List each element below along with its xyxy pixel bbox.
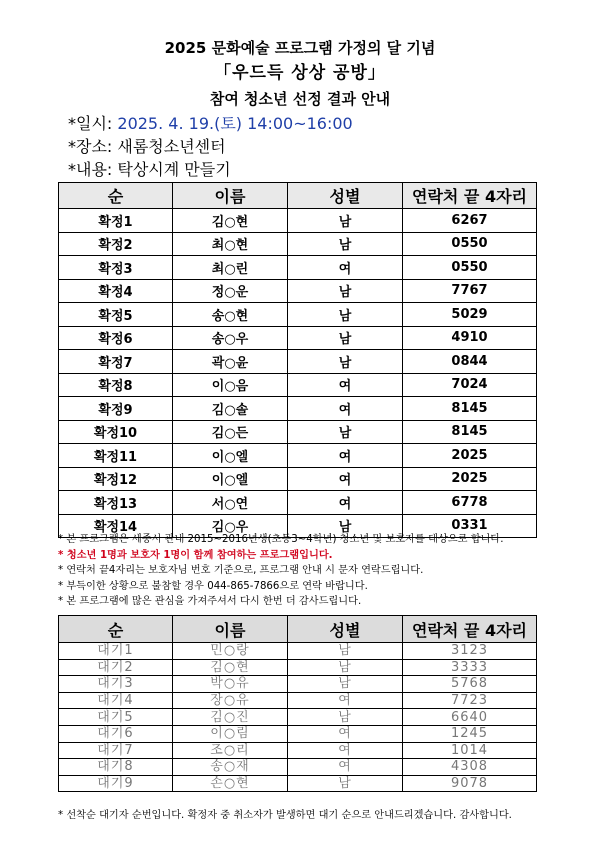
phone-cell: 3123 <box>403 643 537 660</box>
name-cell: 최○현 <box>173 232 288 256</box>
col-name: 이름 <box>173 616 288 643</box>
order-cell: 대기4 <box>59 692 173 709</box>
phone-cell: 6267 <box>403 209 537 233</box>
gender-cell: 남 <box>288 232 403 256</box>
gender-cell: 여 <box>288 256 403 280</box>
order-cell: 확정4 <box>59 279 173 303</box>
phone-cell: 7024 <box>403 373 537 397</box>
gender-cell: 여 <box>288 397 403 421</box>
name-cell: 정○운 <box>173 279 288 303</box>
gender-cell: 여 <box>288 742 403 759</box>
order-cell: 확정7 <box>59 350 173 374</box>
col-order: 순 <box>59 616 173 643</box>
program-title: 「우드득 상상 공방」 <box>214 63 386 83</box>
order-cell: 대기7 <box>59 742 173 759</box>
table-row <box>59 279 537 303</box>
name-cell: 손○현 <box>173 775 288 792</box>
phone-cell: 6778 <box>403 491 537 515</box>
gender-cell: 남 <box>288 643 403 660</box>
gender-cell: 여 <box>288 491 403 515</box>
name-cell: 이○림 <box>173 725 288 742</box>
table-row <box>59 742 537 759</box>
order-cell: 대기5 <box>59 709 173 726</box>
note-item-warning: * 청소년 1명과 보호자 1명이 함께 참여하는 프로그램입니다. <box>58 549 333 561</box>
table-row <box>59 397 537 421</box>
order-cell: 대기9 <box>59 775 173 792</box>
table-row <box>59 420 537 444</box>
name-cell: 송○재 <box>173 759 288 776</box>
name-cell: 김○든 <box>173 420 288 444</box>
gender-cell: 남 <box>288 326 403 350</box>
footer-note: * 선착순 대기자 순번입니다. 확정자 중 취소자가 발생하면 대기 순으로 안내드리겠습니다. 감사합니다. <box>58 810 512 821</box>
name-cell: 김○현 <box>173 659 288 676</box>
phone-cell: 2025 <box>403 444 537 468</box>
note-item: * 부득이한 상황으로 불참할 경우 044-865-7866으로 연락 바랍니다. <box>58 580 368 592</box>
phone-cell: 1245 <box>403 725 537 742</box>
table-row <box>59 350 537 374</box>
gender-cell: 남 <box>288 676 403 693</box>
phone-cell: 0550 <box>403 256 537 280</box>
order-cell: 확정3 <box>59 256 173 280</box>
gender-cell: 남 <box>288 659 403 676</box>
phone-cell: 8145 <box>403 420 537 444</box>
order-cell: 확정2 <box>59 232 173 256</box>
name-cell: 서○연 <box>173 491 288 515</box>
gender-cell: 남 <box>288 514 403 538</box>
name-cell: 박○유 <box>173 676 288 693</box>
order-cell: 대기3 <box>59 676 173 693</box>
col-order: 순 <box>59 183 173 209</box>
date-label: *일시: <box>68 114 118 133</box>
phone-cell: 5768 <box>403 676 537 693</box>
name-cell: 조○리 <box>173 742 288 759</box>
phone-cell: 6640 <box>403 709 537 726</box>
note-item: * 본 프로그램에 많은 관심을 가져주셔서 다시 한번 더 감사드립니다. <box>58 596 362 608</box>
table-row <box>59 709 537 726</box>
name-cell: 송○현 <box>173 303 288 327</box>
col-gender: 성별 <box>288 183 403 209</box>
order-cell: 확정13 <box>59 491 173 515</box>
note-item: * 본 프로그램은 세종시 관내 2015~2016년생(초등3~4학년) 청소년 및 보호자를 대상으로 합니다. <box>58 534 504 545</box>
title-line-1: 2025 문화예술 프로그램 가정의 달 기념 <box>164 39 436 57</box>
order-cell: 대기8 <box>59 759 173 776</box>
note-item: * 연락처 끝4자리는 보호자님 번호 기준으로, 프로그램 안내 시 문자 연락드립니다. <box>58 565 424 577</box>
name-cell: 김○현 <box>173 209 288 233</box>
gender-cell: 여 <box>288 444 403 468</box>
table-row <box>59 692 537 709</box>
order-cell: 확정9 <box>59 397 173 421</box>
order-cell: 대기6 <box>59 725 173 742</box>
col-name: 이름 <box>173 183 288 209</box>
phone-cell: 2025 <box>403 467 537 491</box>
name-cell: 최○린 <box>173 256 288 280</box>
table-row <box>59 491 537 515</box>
gender-cell: 여 <box>288 725 403 742</box>
col-gender: 성별 <box>288 616 403 643</box>
result-title: 참여 청소년 선정 결과 안내 <box>209 90 391 108</box>
phone-cell: 9078 <box>403 775 537 792</box>
gender-cell: 여 <box>288 467 403 491</box>
phone-cell: 7723 <box>403 692 537 709</box>
table-row <box>59 326 537 350</box>
phone-cell: 4308 <box>403 759 537 776</box>
phone-cell: 0550 <box>403 232 537 256</box>
table-row <box>59 759 537 776</box>
name-cell: 곽○윤 <box>173 350 288 374</box>
table-row <box>59 775 537 792</box>
name-cell: 장○유 <box>173 692 288 709</box>
phone-cell: 7767 <box>403 279 537 303</box>
order-cell: 확정6 <box>59 326 173 350</box>
phone-cell: 4910 <box>403 326 537 350</box>
gender-cell: 여 <box>288 759 403 776</box>
order-cell: 확정1 <box>59 209 173 233</box>
phone-cell: 5029 <box>403 303 537 327</box>
gender-cell: 남 <box>288 350 403 374</box>
gender-cell: 여 <box>288 373 403 397</box>
table-row <box>59 303 537 327</box>
table-row <box>59 232 537 256</box>
name-cell: 이○엘 <box>173 444 288 468</box>
waitlist-table <box>58 615 537 792</box>
gender-cell: 남 <box>288 303 403 327</box>
name-cell: 김○우 <box>173 514 288 538</box>
name-cell: 김○진 <box>173 709 288 726</box>
phone-cell: 8145 <box>403 397 537 421</box>
order-cell: 대기2 <box>59 659 173 676</box>
table-row <box>59 643 537 660</box>
gender-cell: 남 <box>288 775 403 792</box>
content-line: *내용: 탁상시계 만들기 <box>68 160 231 179</box>
table-header-row <box>59 183 537 209</box>
table-row <box>59 659 537 676</box>
order-cell: 확정11 <box>59 444 173 468</box>
place-line: *장소: 새롬청소년센터 <box>68 137 226 156</box>
table-row <box>59 467 537 491</box>
date-line <box>68 113 353 135</box>
phone-cell: 0844 <box>403 350 537 374</box>
col-phone: 연락처 끝 4자리 <box>403 183 537 209</box>
table-row <box>59 444 537 468</box>
table-row <box>59 373 537 397</box>
confirmed-table <box>58 182 537 538</box>
phone-cell: 0331 <box>403 514 537 538</box>
phone-cell: 3333 <box>403 659 537 676</box>
table-row <box>59 256 537 280</box>
name-cell: 김○솔 <box>173 397 288 421</box>
order-cell: 확정12 <box>59 467 173 491</box>
table-row <box>59 725 537 742</box>
date-value: 2025. 4. 19.(토) 14:00~16:00 <box>117 114 353 133</box>
gender-cell: 남 <box>288 279 403 303</box>
order-cell: 확정5 <box>59 303 173 327</box>
col-phone: 연락처 끝 4자리 <box>403 616 537 643</box>
name-cell: 민○랑 <box>173 643 288 660</box>
table-row <box>59 676 537 693</box>
table-row <box>59 209 537 233</box>
name-cell: 송○우 <box>173 326 288 350</box>
order-cell: 확정10 <box>59 420 173 444</box>
gender-cell: 여 <box>288 692 403 709</box>
name-cell: 이○엘 <box>173 467 288 491</box>
name-cell: 이○음 <box>173 373 288 397</box>
notes <box>58 532 558 610</box>
gender-cell: 남 <box>288 209 403 233</box>
order-cell: 확정14 <box>59 514 173 538</box>
order-cell: 대기1 <box>59 643 173 660</box>
gender-cell: 남 <box>288 420 403 444</box>
order-cell: 확정8 <box>59 373 173 397</box>
phone-cell: 1014 <box>403 742 537 759</box>
table-header-row <box>59 616 537 643</box>
gender-cell: 남 <box>288 709 403 726</box>
